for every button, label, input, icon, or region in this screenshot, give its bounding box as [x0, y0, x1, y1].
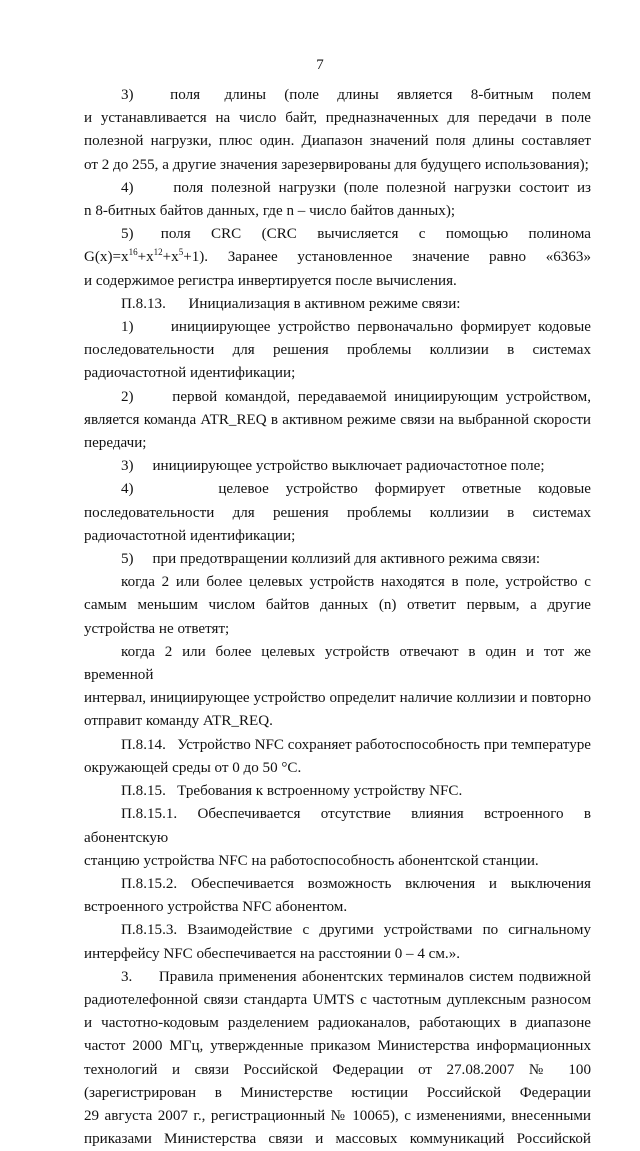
paragraph-line: технологий и связи Российской Федерации от 27.08.2007 № 100 [84, 1061, 591, 1078]
paragraph-line: окружающей среды от 0 до 50 °С. [84, 759, 302, 776]
paragraph-line: 5) поля CRC (CRC вычисляется с помощью полинома [121, 226, 591, 243]
paragraph-line: 3. Правила применения абонентских терминалов систем подвижной [121, 968, 591, 985]
formula-prefix: G(x)=x [84, 249, 129, 266]
paragraph-line: (зарегистрирован в Министерстве юстиции Российской Федерации [84, 1084, 591, 1101]
paragraph-line: n 8-битных байтов данных, где n – число байтов данных); [84, 203, 456, 220]
body-text [84, 84, 591, 1151]
paragraph-line: 3) инициирующее устройство выключает радиочастотное поле; [121, 458, 545, 475]
formula-exponent: 12 [153, 247, 163, 258]
paragraph-line: последовательности для решения проблемы коллизии в системах [84, 504, 591, 521]
page-number: 7 [316, 57, 324, 73]
paragraph-line: и устанавливается на число байт, предназначенных для передачи в поле [84, 110, 591, 127]
paragraph-line: встроенного устройства NFC абонентом. [84, 899, 348, 916]
formula-exponent: 16 [128, 247, 138, 258]
paragraph-line: когда 2 или более целевых устройств находятся в поле, устройство с [121, 574, 591, 591]
formula-plus: +x [162, 249, 179, 266]
paragraph-line: 5) при предотвращении коллизий для активного режима связи: [121, 551, 541, 568]
paragraph-line: когда 2 или более целевых устройств отвечают в один и тот же временной [84, 643, 591, 684]
paragraph-line: интерфейсу NFC обеспечивается на расстоянии 0 – 4 см.». [84, 945, 461, 962]
paragraph-line: радиочастотной идентификации; [84, 527, 296, 544]
paragraph-line: отправит команду ATR_REQ. [84, 713, 273, 730]
paragraph-line: П.8.14. Устройство NFC сохраняет работоспособность при температуре [121, 736, 591, 753]
formula-suffix: +1). [183, 249, 209, 266]
paragraph-line: 1) инициирующее устройство первоначально формирует кодовые [121, 319, 591, 336]
paragraph-line: 4) целевое устройство формирует ответные кодовые [121, 481, 591, 498]
paragraph-line: П.8.15.1. Обеспечивается отсутствие влияния встроенного в абонентскую [84, 806, 591, 846]
paragraph-line: передачи; [84, 435, 147, 452]
paragraph-line: 3) поля длины (поле длины является 8-битным полем [121, 87, 591, 103]
paragraph-line: П.8.15. Требования к встроенному устройству NFC. [121, 783, 463, 800]
paragraph-line: самым меньшим числом байтов данных (n) ответит первым, а другие [84, 597, 591, 614]
paragraph-line: и частотно-кодовым разделением радиоканалов, работающих в диапазоне [84, 1015, 591, 1032]
paragraph-line: 4) поля полезной нагрузки (поле полезной нагрузки состоит из [121, 179, 591, 196]
paragraph-line: устройства не ответят; [84, 620, 230, 637]
paragraph-line: последовательности для решения проблемы коллизии в системах [84, 342, 591, 359]
paragraph-line: 2) первой командой, передаваемой инициирующим устройством, [121, 388, 591, 405]
formula-plus: +x [137, 249, 154, 266]
paragraph-line: от 2 до 255, а другие значения зарезервированы для будущего использования); [84, 156, 589, 173]
paragraph-line: полезной нагрузки, плюс один. Диапазон значений поля длины составляет [84, 133, 591, 150]
formula-exponent: 5 [178, 247, 184, 258]
paragraph-line: приказами Министерства связи и массовых коммуникаций Российской [84, 1131, 591, 1148]
paragraph-line: П.8.15.3. Взаимодействие с другими устройствами по сигнальному [121, 922, 591, 939]
section-heading: П.8.13. Инициализация в активном режиме связи: [121, 295, 461, 312]
paragraph-line: является команда ATR_REQ в активном режиме связи на выбранной скорости [84, 411, 591, 428]
formula-line: $G(x)=x^{16}+x^{12}+x^5+1$). Заранее установленное значение равно «6363» [84, 247, 591, 266]
paragraph-line: интервал, инициирующее устройство определит наличие коллизии и повторно [84, 690, 591, 707]
paragraph-line: и содержимое регистра инвертируется после вычисления. [84, 272, 457, 289]
paragraph-line: радиотелефонной связи стандарта UMTS с частотным дуплексным разносом [84, 991, 591, 1008]
paragraph-line: станцию устройства NFC на работоспособность абонентской станции. [84, 852, 539, 869]
paragraph-line: радиочастотной идентификации; [84, 365, 296, 382]
paragraph-line: 29 августа 2007 г., регистрационный № 10065), с изменениями, внесенными [84, 1107, 591, 1124]
paragraph-line: П.8.15.2. Обеспечивается возможность включения и выключения [121, 875, 591, 892]
paragraph-line: частот 2000 МГц, утвержденные приказом Министерства информационных [84, 1038, 591, 1055]
